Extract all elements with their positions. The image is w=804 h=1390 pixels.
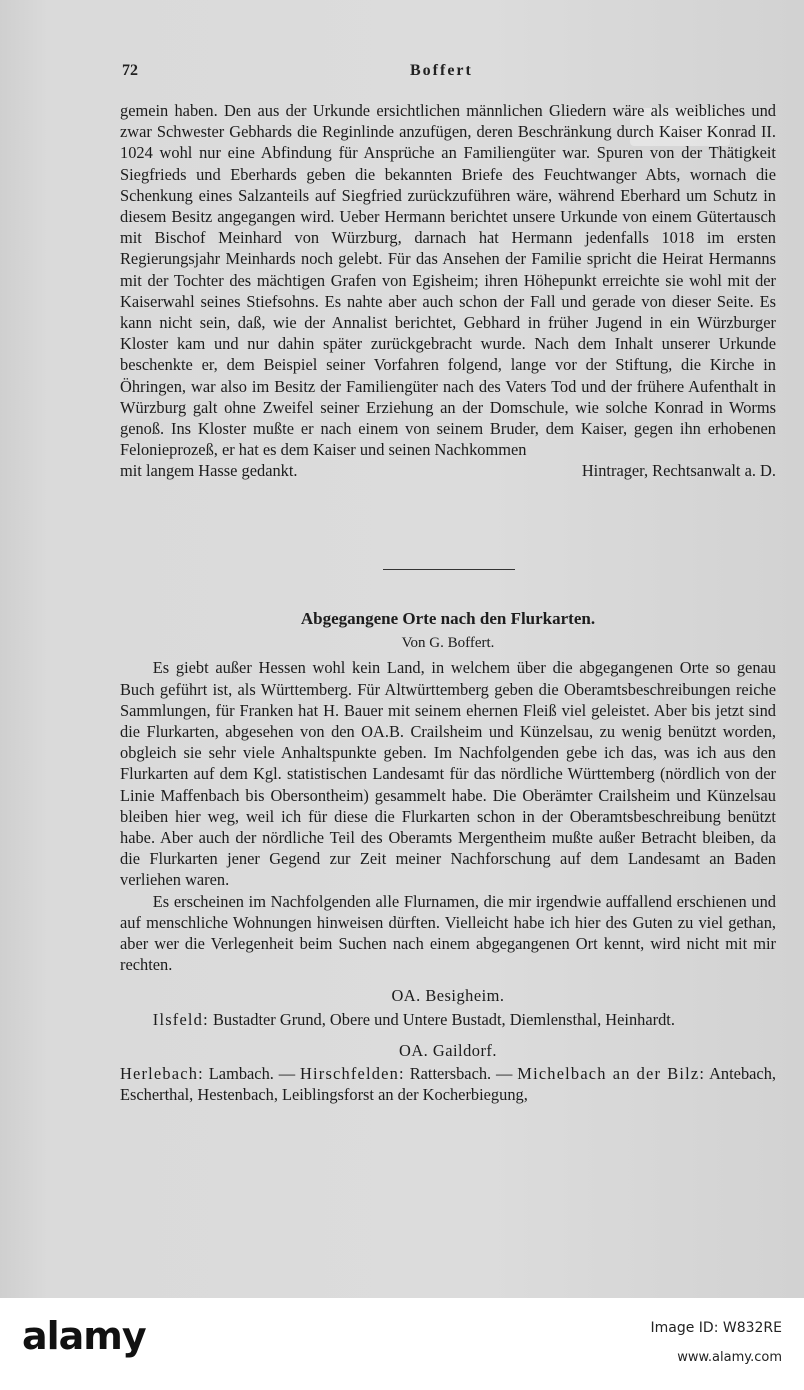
article-paragraph: gemein haben. Den aus der Urkunde ersichtlichen männlichen Gliedern wäre als weibliches und zwar Schwester Gebhards die Reginlinde anzufügen, deren Beschränkung durch Kaiser Konrad II. 1024 wohl nur eine Abfindung für Ansprüche an Familiengüter war. Spuren von der Thätigkeit Siegfrieds und Eberhards geben die bekannten Briefe des Feuchtwanger Abts, wornach die Schenkung eines Salzanteils auf Siegfried zurückzuführen wäre, während Eberhard um Schutz in diesem Besitz angegangen wird. Ueber Hermann berichtet unsere Urkunde von einem Gütertausch mit Bischof Meinhard von Würzburg, darnach hat Hermann jedenfalls 1018 im ersten Regierungsjahr Meinhards noch gelebt. Für das Ansehen der Familie spricht die Heirat Hermanns mit der Tochter des mächtigen Grafen von Egisheim; ihren Höhepunkt erreichte sie wohl mit der Kaiserwahl seines Stiefsohns. Es nahte aber auch schon der Fall und gerade von dieser Seite. Es kann nicht sein, daß, wie der Annalist berichtet, Gebhard in früher Jugend in ein Würzburger Kloster kam und nur dahin später zurückgebracht wurde. Nach dem Inhalt unserer Urkunde beschenkte er, dem Beispiel seiner Vorfahren folgend, lange vor der Stiftung, die Kirche in Öhringen, war also im Besitz der Familiengüter nach des Vaters Tod und der frühere Aufenthalt in Würzburg galt ohne Zweifel seiner Erziehung an der Domschule, wie solche Konrad in Worms genoß. Ins Kloster mußte er nach einem von seinem Bruder, dem Kaiser, gegen ihn erhobenen Felonieprozeß, er hat es dem Kaiser und seinen Nachkommen	[120, 101, 776, 460]
oberamt-heading-besigheim: OA. Besigheim.	[391, 986, 505, 1006]
article-continuation	[120, 100, 776, 482]
article-paragraph-2: Es erscheinen im Nachfolgenden alle Flurnamen, die mir irgendwie auffallend erschienen und auf menschliche Wohnungen hinweisen dürften. Vielleicht habe ich hier des Guten zu viel gethan, aber wer die Verlegenheit beim Suchen nach einem abgegangenen Ort kennt, wird nicht mit mir rechten.	[120, 891, 776, 975]
signature-line	[120, 460, 776, 481]
alamy-logo: alamy	[22, 1314, 146, 1358]
place-fields: Rattersbach. —	[409, 1064, 513, 1084]
place-name: Hirschfelden:	[300, 1064, 405, 1084]
place-name: Michelbach an der Bilz:	[517, 1064, 706, 1084]
author-signature: Hintrager, Rechtsanwalt a. D.	[581, 461, 776, 481]
place-fields: Antebach, Escherthal, Hestenbach, Leiblingsforst an der Kocherbiegung,	[120, 1064, 776, 1105]
watermark-url: www.alamy.com	[677, 1350, 782, 1365]
page-number: 72	[122, 62, 138, 79]
place-fields: Lambach. —	[208, 1064, 296, 1084]
oberamt-heading-gaildorf: OA. Gaildorf.	[399, 1040, 497, 1060]
page-header	[0, 62, 804, 86]
place-name: Ilsfeld:	[152, 1009, 209, 1029]
running-head: Boffert	[410, 62, 473, 79]
place-name: Herlebach:	[120, 1064, 204, 1084]
article-paragraph-1: Es giebt außer Hessen wohl kein Land, in welchem über die abgegangenen Orte so genau Buch geführt ist, als Württemberg. Für Altwürttemberg geben die Oberamtsbeschreibungen reiche Sammlungen, für Franken hat H. Bauer mit seinem ehernen Fleiß viel geleistet. Aber bis jetzt sind die Flurkarten, abgesehen von den OA.B. Crailsheim und Künzelsau, zu wenig benützt worden, obgleich sie sehr viele Anhaltspunkte geben. Im Nachfolgenden gebe ich das, was ich aus den Flurkarten auf dem Kgl. statistischen Landesamt für das nördliche Württemberg (nördlich von der Linie Maffenbach bis Obersontheim) gesammelt habe. Die Oberämter Crailsheim und Künzelsau bleiben hier weg, weil ich für diese die Flurkarten schon in der Oberamtsbeschreibung benützt habe. Aber auch der nördliche Teil des Oberamts Mergentheim mußte außer Betracht bleiben, da die Flurkarten jener Gegend zur Zeit meiner Nachforschung auf dem Landesamt an Baden verliehen waren.	[120, 658, 776, 890]
image-id: Image ID: W832RE	[650, 1320, 782, 1336]
article-byline: Von G. Boffert.	[401, 635, 495, 652]
closing-text: mit langem Hasse gedankt.	[120, 461, 298, 481]
article-title: Abgegangene Orte nach den Flurkarten.	[300, 609, 596, 628]
place-entries-gaildorf	[120, 1063, 776, 1105]
place-fields: Bustadter Grund, Obere und Untere Bustadt, Diemlensthal, Heinhardt.	[212, 1009, 675, 1029]
section-divider	[383, 569, 515, 570]
article-section	[120, 608, 776, 1105]
place-entry-ilsfeld	[120, 1009, 776, 1030]
